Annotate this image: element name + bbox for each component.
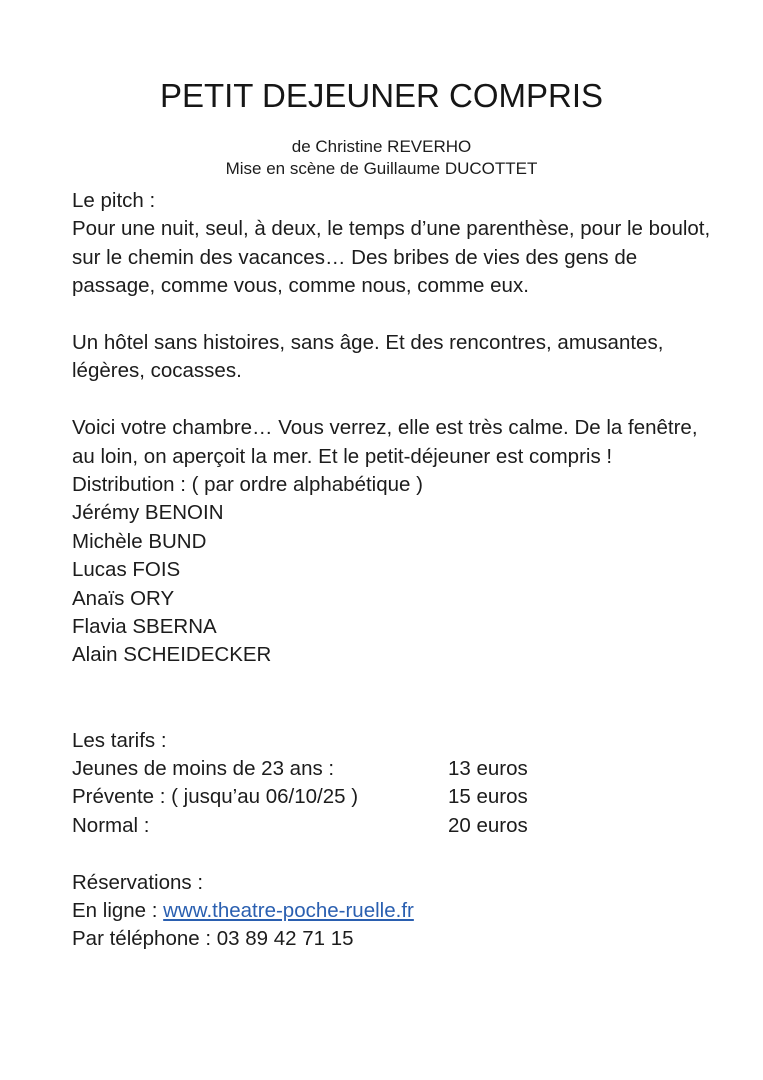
cast-member: Anaïs ORY <box>72 586 175 610</box>
cast-member: Lucas FOIS <box>72 558 181 582</box>
spacer <box>72 301 712 329</box>
phone-reservation: Par téléphone : 03 89 42 71 15 <box>72 927 354 951</box>
price-row <box>72 783 712 811</box>
price-row <box>72 812 712 840</box>
online-label: En ligne : <box>72 899 164 923</box>
website-link[interactable]: www.theatre-poche-ruelle.fr <box>163 899 414 923</box>
reservations-heading: Réservations : <box>72 870 204 894</box>
author-line: de Christine REVERHO <box>291 137 472 156</box>
tarifs-heading: Les tarifs : <box>72 728 167 752</box>
price-row <box>72 755 712 783</box>
pitch-paragraph-3: Voici votre chambre… Vous verrez, elle est très calme. De la fenêtre, au loin, on aperçoit la mer. Et le petit-déjeuner est compris ! <box>72 416 698 468</box>
price-value: 15 euros <box>448 785 528 809</box>
spacer <box>72 840 712 868</box>
price-label: Jeunes de moins de 23 ans : <box>72 757 335 781</box>
cast-member: Alain SCHEIDECKER <box>72 643 272 667</box>
online-reservation <box>72 897 712 925</box>
price-value: 20 euros <box>448 813 528 837</box>
director-line: Mise en scène de Guillaume DUCOTTET <box>225 159 538 178</box>
pitch-paragraph-2: Un hôtel sans histoires, sans âge. Et des rencontres, amusantes, légères, cocasses. <box>72 331 664 383</box>
page-title: PETIT DEJEUNER COMPRIS <box>159 77 604 114</box>
price-label: Normal : <box>72 813 150 837</box>
credits <box>0 136 763 180</box>
spacer <box>72 670 712 698</box>
price-value: 13 euros <box>448 757 528 781</box>
cast-member: Jérémy BENOIN <box>72 501 224 525</box>
price-label: Prévente : ( jusqu’au 06/10/25 ) <box>72 785 359 809</box>
distribution-heading: Distribution : ( par ordre alphabétique ) <box>72 473 423 497</box>
pitch-heading: Le pitch : <box>72 189 156 212</box>
cast-member: Michèle BUND <box>72 529 207 553</box>
document-body <box>72 187 712 954</box>
spacer <box>72 698 712 726</box>
spacer <box>72 386 712 414</box>
cast-member: Flavia SBERNA <box>72 615 217 639</box>
pitch-paragraph-1: Pour une nuit, seul, à deux, le temps d’une parenthèse, pour le boulot, sur le chemin des vacances… Des bribes de vies des gens de passage, comme vous, comme nous, comme eux. <box>72 217 711 298</box>
